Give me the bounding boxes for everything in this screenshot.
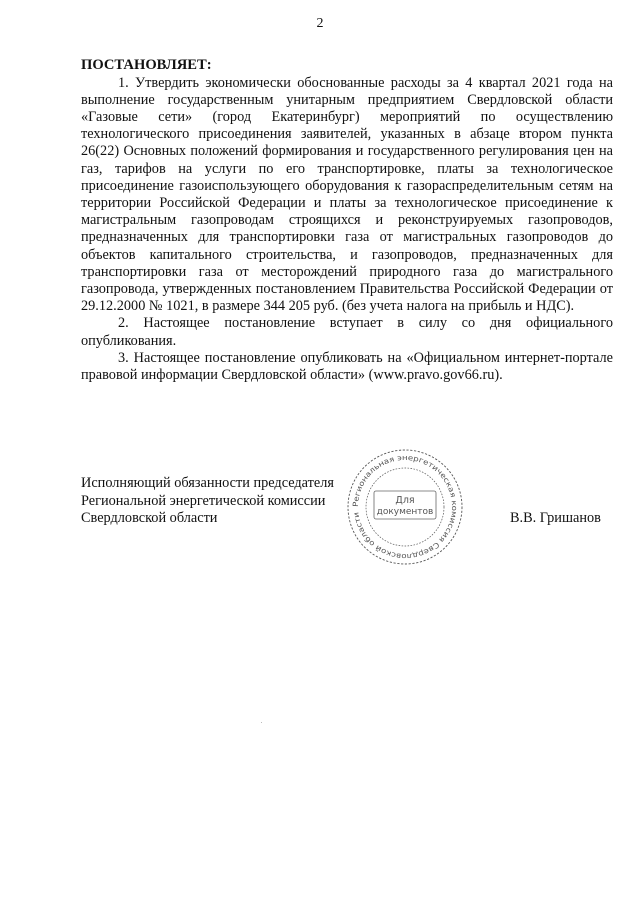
stamp-ring-text: Региональная энергетическая комиссия Свердловской области (350, 452, 460, 562)
stamp-center-line-1: Для (395, 495, 415, 506)
official-stamp (345, 447, 465, 567)
stamp-center-line-2: документов (376, 507, 434, 517)
signatory-title-line: Свердловской области (81, 510, 218, 526)
paragraph-2: 2. Настоящее постановление вступает в силу со дня официального опубликования. (81, 315, 613, 349)
signatory-title (81, 475, 381, 528)
paragraph-1: 1. Утвердить экономически обоснованные расходы за 4 квартал 2021 года на выполнение государственным унитарным предприятием Свердловской области «Газовые сети» (город Екатеринбург) мероприятий по осуществлению технологического присоединения заявителей, указанных в абзаце втором пункта 26(22) Основных положений формирования и государственного регулирования цен на газ, тарифов на услуги по его транспортировке, платы за технологическое присоединение газоиспользующего оборудования к газораспределительным сетям на территории Российской Федерации и платы за технологическое присоединение к магистральным газопроводам строящихся и реконструируемых газопроводов, предназначенных для транспортировки газа от магистральных газопроводов до объектов капитального строительства, и газопроводов, предназначенных для транспортировки газа от месторождений природного газа до магистрального газопровода, утвержденных постановлением Правительства Российской Федерации от 29.12.2000 № 1021, в размере 344 205 руб. (без учета налога на прибыль и НДС). (81, 74, 613, 315)
signatory-title-line: Исполняющий обязанности председателя (81, 475, 334, 491)
signatory-name: В.В. Гришанов (510, 510, 601, 526)
scan-speck (261, 722, 262, 723)
resolution-heading: ПОСТАНОВЛЯЕТ: (81, 57, 212, 73)
signatory-title-line: Региональной энергетической комиссии (81, 492, 326, 509)
page-number: 2 (316, 16, 324, 31)
paragraph-3: 3. Настоящее постановление опубликовать на «Официальном интернет-портале правовой информации Свердловской области» (www.pravo.gov66.ru). (81, 349, 613, 383)
document-body (81, 57, 613, 384)
